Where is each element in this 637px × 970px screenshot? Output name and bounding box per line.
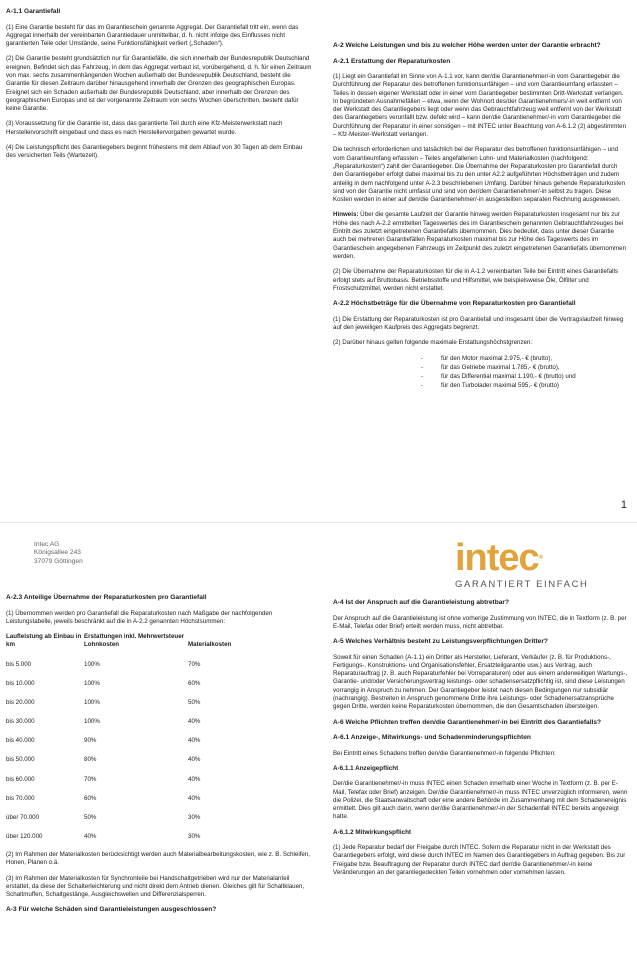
cell-mileage: bis 50.000: [6, 756, 35, 764]
heading-a-5: A-5 Welches Verhältnis besteht zu Leistungsverpflichtungen Dritter?: [333, 638, 548, 646]
limits-list: [333, 355, 629, 391]
cell-material: 50%: [188, 698, 201, 706]
document-page-2: [0, 522, 637, 970]
bullet: -: [421, 354, 424, 362]
cell-labor: 100%: [84, 679, 100, 687]
bullet: -: [421, 363, 424, 371]
header-text: Materialkosten: [188, 641, 232, 649]
cell-mileage: bis 70.000: [6, 794, 35, 802]
limit-turbolader: für den Turbolader maximal 595,- € (brutto): [441, 382, 559, 390]
heading-a-6-1-2: A-6.1.2 Mitwirkungspflicht: [333, 828, 412, 836]
heading-a-1-1: A-1.1 Garantiefall: [6, 8, 61, 15]
registered-mark: ®: [538, 555, 543, 561]
group-header: Erstattungen inkl. Mehrwertsteuer: [84, 633, 185, 641]
paragraph: (2) Die Garantie besteht grundsätzlich nur für Garantiefälle, die sich innerhalb der Bundesrepublik Deutschland ereignen. Befindet sich das Fahrzeug, in dem das Aggregat verbaut ist, vorübergehend, d. h. für einen Zeitraum von max. sechs zusammenhängenden Wochen außerhalb der Bundesrepublik Deutschland, besteht die Garantie für diesen Zeitraum darüber hinausgehend innerhalb der Grenzen des geographischen Europas. Ereignet sich ein Schaden außerhalb der Bundesrepublik Deutschland, aber innerhalb der Grenzen des geographischen Europas und ist der vorgenannte Zeitraum von sechs Wochen überschritten, besteht dafür keine Garantie.: [6, 55, 312, 113]
page2-left-column: [6, 594, 312, 922]
page1-right-column: [333, 42, 629, 392]
address-line: 37079 Göttingen: [34, 557, 83, 565]
header-text: Lohnkosten: [84, 641, 120, 649]
cell-material: 30%: [188, 814, 201, 822]
paragraph: (4) Die Leistungspflicht des Garantiegebers beginnt frühestens mit dem Ablauf von 30 Tagen ab dem Einbau des versicherten Teils (Wartezeit).: [6, 144, 303, 160]
cell-material: 60%: [188, 679, 201, 687]
page1-left-column: [6, 8, 312, 168]
table-row: [6, 693, 306, 712]
paragraph: (2) Im Rahmen der Materialkosten berücksichtigt werden auch Materialbearbeitungskosten, wie z. B. Schleifen, Honen, Planen o.ä.: [6, 850, 311, 867]
coverage-table: [6, 633, 306, 847]
heading-a-6-1: A-6.1 Anzeige-, Mitwirkungs- und Schadenminderungspflichten: [333, 734, 531, 742]
cell-mileage: bis 30.000: [6, 718, 35, 726]
cell-mileage: bis 20.000: [6, 698, 35, 706]
heading-a-4: A-4 Ist der Anspruch auf die Garantieleistung abtretbar?: [333, 599, 509, 606]
heading-a-6-1-1: A-6.1.1 Anzeigepflicht: [333, 764, 399, 772]
limit-differential: für das Differential maximal 1.190,- € (brutto) und: [441, 373, 576, 381]
bullet: -: [421, 373, 424, 381]
list-item: [421, 382, 629, 390]
hinweis-label: Hinweis:: [333, 211, 359, 219]
table-row: [6, 655, 306, 674]
company-address: [34, 541, 83, 566]
cell-labor: 60%: [84, 794, 97, 802]
paragraph: Bei Eintritt eines Schadens treffen den/die Garantienehmer/-in folgende Pflichten:: [333, 749, 556, 757]
paragraph: (1) Eine Garantie besteht für das im Garantieschein genannte Aggregat. Der Garantiefall tritt ein, wenn das Aggregat innerhalb der vereinbarten Garantiedauer unmittelbar, d. h. nicht infolge des Einflusses nicht garantierten Teile oder Umstände, seine Funktionsfähigkeit verliert („Schaden“).: [6, 23, 299, 48]
logo-word: [455, 539, 589, 577]
hinweis-text: Über die gesamte Laufzeit der Garantie hinweg werden Reparaturkosten insgesamt nur bis zur Höhe des nach A-2.2 ermittelten Tageswertes des im Garantieschein genannten Gebrauchtfahrzeuges bei Eintritt des zuletzt eingetretenen Garantiefalls übernommen. Dies bedeutet, dass unter dieser Garantie auch bei mehreren Garantiefällen Reparaturkosten maximal bis zur Höhe des Tageswerts des im Garantieschein angegebenen Fahrzeugs im Zeitpunkt des zuletzt eingetretenen Garantiefalls übernommen werden.: [333, 211, 627, 260]
heading-a-6: A-6 Welche Pflichten treffen den/die Garantienehmer/-in bei Eintritt des Garantiefalls?: [333, 718, 602, 726]
bullet: -: [421, 382, 424, 390]
table-row: [6, 751, 306, 770]
cell-labor: 40%: [84, 833, 97, 841]
cell-mileage: bis 5.000: [6, 660, 32, 668]
cell-mileage: bis 10.000: [6, 679, 35, 687]
cell-material: 70%: [188, 660, 201, 668]
address-line: Königsallee 243: [34, 549, 81, 557]
table-row: [6, 674, 306, 693]
paragraph: Der Anspruch auf die Garantieleistung ist ohne vorherige Zustimmung von INTEC, die in Textform (z. B. per E-Mail, Telefax oder Brief) erteilt werden muss, nicht abtretbar.: [333, 614, 627, 630]
cell-material: 40%: [188, 775, 201, 783]
paragraph: Die technisch erforderlichen und tatsächlich bei der Reparatur des betroffenen funktionsunfähigen – und vom Garantieumfang erfassten – Teiles angefallenen Lohn- und Materialkosten (nachfolgend: „Reparaturkosten“) zahlt der Garantiegeber. Die Übernahme der Reparaturkosten pro Garantiefall durch den Garantiegeber erfolgt dabei maximal bis zu den unter A2.2 aufgeführten Höchstbeträgen und zudem anteilig in dem nachfolgend unter A-2.3 beschriebenen Umfang. Darüber hinaus gehende Reparaturkosten sind von der Garantie nicht umfasst und sind von der/dem Garantienehmer/-in selbst zu tragen. Diese Kosten werden in einer auf den/die Garantienehmer/-in ausgestellten separaten Rechnung ausgewiesen.: [333, 146, 626, 204]
page-number: 1: [620, 499, 627, 511]
cell-material: 40%: [188, 718, 201, 726]
cell-labor: 80%: [84, 756, 97, 764]
col-header-material: [188, 633, 306, 655]
cell-mileage: über 70.000: [6, 814, 40, 822]
paragraph: Der/die Garantienehmer/-in muss INTEC einen Schaden innerhalb einer Woche in Textform (z. B. per E-Mail, Telefax oder Brief) anzeigen. Der/die Garantienehmer/-in muss INTEC unverzüglich informieren, wenn die Polizei, die Staatsanwaltschaft oder eine andere Behörde im Zusammenhang mit dem Schadenereignis ermittelt. Dies gilt auch dann, wenn der/die Garantienehmer/-in der Schadenfall INTEC bereits angezeigt hatte.: [333, 780, 628, 821]
limit-getriebe: für das Getriebe maximal 1.785,- € (brutto),: [441, 363, 560, 371]
col-header-mileage: [6, 633, 84, 655]
paragraph: (2) Darüber hinaus gelten folgende maximale Erstattungshöchstgrenzen:: [333, 339, 533, 347]
paragraph: (2) Die Übernahme der Reparaturkosten für die in A-1.2 vereinbarten Teile bei Eintritt eines Garantiefalls erfolgt stets auf Bruttobasis. Betriebsstoffe und Hilfsmittel, wie beispielsweise Öle, Ölfilter und Frostschutzmittel, werden nicht erstattet.: [333, 268, 619, 292]
logo-tagline: GARANTIERT EINFACH: [455, 579, 589, 590]
table-row: [6, 789, 306, 808]
cell-material: 40%: [188, 756, 201, 764]
table-row: [6, 770, 306, 789]
col-header-labor: [84, 633, 188, 655]
cell-labor: 90%: [84, 737, 97, 745]
table-row: [6, 732, 306, 751]
list-item: [421, 373, 629, 381]
table-row: [6, 713, 306, 732]
cell-mileage: über 120.000: [6, 833, 43, 841]
heading-a-2-3: A-2.3 Anteilige Übernahme der Reparaturkosten pro Garantiefall: [6, 594, 207, 601]
cell-labor: 100%: [84, 718, 100, 726]
limit-motor: für den Motor maximal 2.975,- € (brutto),: [441, 354, 553, 362]
heading-a-2-2: A-2.2 Höchstbeträge für die Übernahme von Reparaturkosten pro Garantiefall: [333, 300, 576, 308]
table-row: [6, 809, 306, 828]
heading-a-3: A-3 Für welche Schäden sind Garantieleistungen ausgeschlossen?: [6, 906, 217, 914]
header-text: Laufleistung ab Einbau in km: [6, 633, 82, 649]
hinweis-paragraph: [333, 211, 629, 261]
paragraph: (1) Übernommen werden pro Garantiefall die Reparaturkosten nach Maßgabe der nachfolgenden Leistungstabelle, jeweils beschränkt auf die in A-2.2 genannten Höchstsummen:: [6, 609, 273, 625]
heading-a-2: A-2 Welche Leistungen und bis zu welcher Höhe werden unter der Garantie erbracht?: [333, 42, 601, 49]
cell-mileage: bis 40.000: [6, 737, 35, 745]
paragraph: Soweit für einen Schaden (A-1.1) ein Dritter als Hersteller, Lieferant, Verkäufer (z. B. für Produktions-, Fertigungs-, Konstruktions- und Organisationsfehler, Ersatzteilgarantie usw.) aus Vertrag, auch Reparaturauftrag (z. B. auch Reparaturfehler bei Vorreparaturen) oder aus einem anderweitigen Wartungs-, Garantie- und/oder Versicherungsvertrag leistungs- oder schadensersatzpflichtig ist, sind diese Leistungen vorrangig in Anspruch zu nehmen. Der Garantiegeber leistet nach diesen Bedingungen nur subsidiär (nachrangig). Bestreiten in Anspruch genommene Dritte ihre Leistungs- oder Schadenersatzansprüche gegen Dritte, werden keine Reparaturkosten übernommen, die den Gesamtschaden übersteigen.: [333, 653, 628, 711]
list-item: [421, 364, 629, 372]
table-body: [6, 655, 306, 847]
intec-logo: [455, 539, 589, 590]
paragraph: (3) Im Rahmen der Materialkosten für Synchronteile bei Handschaltgetrieben wird nur der Materialanteil erstattet, da diese der Schalterleichterung und nicht direkt dem Antrieb dienen. Gleiches gilt für Schaltklauen, Schaltmuffen, Schaltgestänge, Ausgleichswellen und Differenzialsperren.: [6, 874, 305, 899]
paragraph: (1) Jede Reparatur bedarf der Freigabe durch INTEC. Sofern die Reparatur nicht in der Werkstatt des Garantiegebers erfolgt, wird diese durch INTEC im Namen des Garantiegebers in Auftrag gegeben. Bis zur Freigabe bzw. Beauftragung der Reparatur durch INTEC darf der/die Garantienehmer/-in keine Veränderungen an der garantiegedeckten Teilen vornehmen oder vornehmen lassen.: [333, 844, 626, 876]
cell-labor: 50%: [84, 814, 97, 822]
paragraph: (3) Voraussetzung für die Garantie ist, dass das garantierte Teil durch eine Kfz-Meisterwerkstatt nach Herstellervorschrift eingebaut und dass es nach Herstellervorgaben gewartet wurde.: [6, 120, 283, 136]
cell-labor: 100%: [84, 660, 100, 668]
cell-labor: 70%: [84, 775, 97, 783]
cell-material: 30%: [188, 833, 201, 841]
cell-labor: 100%: [84, 698, 100, 706]
cell-mileage: bis 60.000: [6, 775, 35, 783]
paragraph: (1) Liegt ein Garantiefall im Sinne von A-1.1 vor, kann der/die Garantienehmer/-in vom Garantiegeber die Durchführung der Reparatur des betroffenen funktionsunfähigen – und vom Garantieumfang erfassten – Teiles in dessen eigener Werkstatt oder in einer vom Garantiegeber bestimmten Dritt-Werkstatt verlangen. In begründeten Ausnahmefällen – etwa, wenn der Wohnort des/der Garantienehmers/-in weit entfernt von der Werkstatt des Garantiegebers liegt oder wenn das Gebrauchtfahrzeug weit entfernt von der Werkstatt des Garantiegebers verunfallt bzw. defekt wird – kann der/die Garantienehmer/-in vom Garantiegeber die Durchführung der Reparatur in einer sonstigen – mit INTEC unter Beachtung von A-6.1.2 (2) abgestimmten – Kfz-Meister-Werkstatt verlangen.: [333, 73, 627, 139]
cell-material: 40%: [188, 737, 201, 745]
logo-text: intec: [455, 537, 539, 579]
list-item: [421, 355, 629, 363]
paragraph: (1) Die Erstattung der Reparaturkosten ist pro Garantiefall und insgesamt über die Vertragslaufzeit hinweg auf den jeweiligen Kaufpreis des Aggregats begrenzt.: [333, 315, 624, 331]
heading-a-2-1: A-2.1 Erstattung der Reparaturkosten: [333, 57, 451, 65]
address-line: Intec AG: [34, 541, 60, 548]
cell-material: 40%: [188, 794, 201, 802]
page2-right-column: [333, 599, 629, 884]
table-row: [6, 828, 306, 847]
